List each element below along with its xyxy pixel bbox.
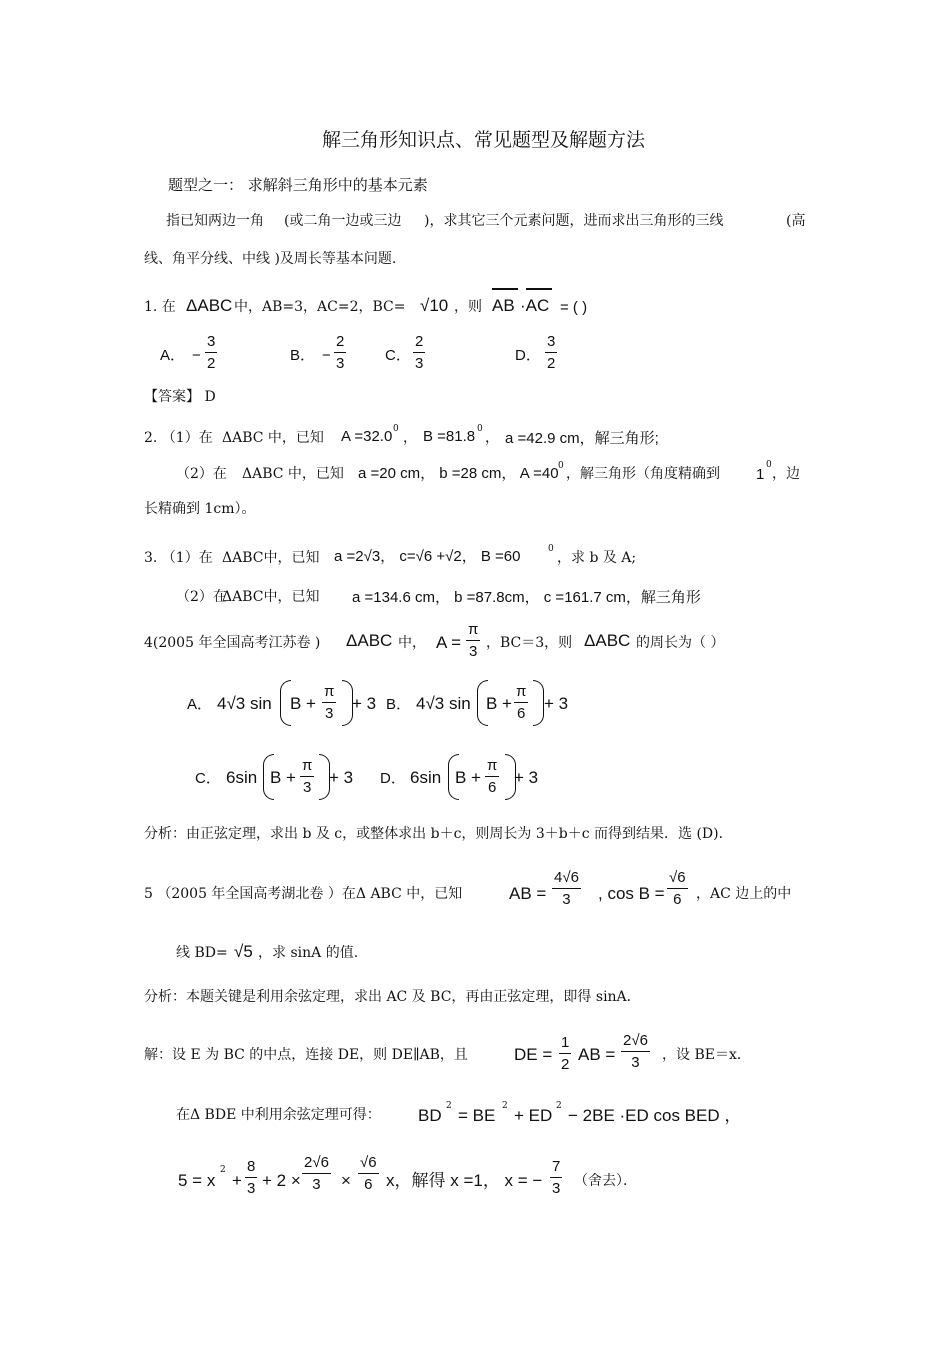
q2-deg-3: 0 <box>558 461 564 471</box>
q5-solution-frac: 2√6 3 <box>623 1032 648 1071</box>
q5-cosb-eq: , cos B = <box>598 884 665 903</box>
q4-triangle-1: ΔABC <box>346 631 393 650</box>
q1-answer: 【答案】 D <box>144 389 216 405</box>
q4-option-a-tail: + 3 <box>352 694 377 713</box>
q2-line2-f: ，边 <box>772 466 800 482</box>
q4-stem-a: 4(2005 年全国高考江苏卷 ) <box>144 635 321 651</box>
q5-solution-ab: AB = <box>578 1045 616 1064</box>
q1-option-b-label: B． <box>290 347 316 364</box>
q1-option-b-minus: − <box>322 347 331 364</box>
q1-vector-ac: ·AC <box>520 296 550 315</box>
q4-option-d-frac: π 6 <box>487 757 498 796</box>
intro-text-1b: (或二角一边或三边 <box>284 213 402 229</box>
q4-option-c-label: C． <box>195 770 221 787</box>
q2-comma-1: ， <box>403 430 417 446</box>
q3-line1-a: 3. （1）在 <box>144 550 213 566</box>
intro-text-2: 线、角平分线、中线 )及周长等基本问题. <box>144 251 397 267</box>
q1-option-c-frac: 2 3 <box>415 333 424 372</box>
page-title: 解三角形知识点、常见题型及解题方法 <box>322 129 646 151</box>
q4-option-c-frac: π 3 <box>302 757 313 796</box>
q4-option-b-label: B． <box>386 696 412 713</box>
q2-deg-1: 0 <box>393 424 399 434</box>
q3-line2-c: a =134.6 cm， b =87.8cm， c =161.7 cm，解三角形 <box>352 589 701 606</box>
q5-solution-de: DE = <box>514 1045 553 1064</box>
q4-option-b-frac: π 6 <box>516 683 527 722</box>
q3-deg: 0 <box>548 544 554 554</box>
q4-option-d-label: D． <box>380 770 406 787</box>
q3-line2-a: （2）在 <box>176 589 227 605</box>
q2-line2-c: a =20 cm， b =28 cm， A =40 <box>358 465 559 482</box>
q2-angle-a: A =32.0 <box>341 428 393 445</box>
q3-line1-b: ΔABC中，已知 <box>222 550 320 566</box>
q4-option-d-coef: 6sin <box>410 768 442 787</box>
q5-cos-intro: 在Δ BDE 中利用余弦定理可得： <box>176 1107 381 1123</box>
q5-frac-7-3: 7 3 <box>552 1158 561 1197</box>
q2-side-a: a =42.9 cm，解三角形; <box>505 430 659 447</box>
q5-sq-1: 2 <box>446 1101 452 1111</box>
q5-sq-2: 2 <box>502 1101 508 1111</box>
q5-frac-6-6: √6 6 <box>360 1154 377 1193</box>
q5-cosb-frac: √6 6 <box>669 869 686 908</box>
q3-line1-c: a =2√3， c=√6 +√2， B =60 <box>334 548 521 565</box>
q4-stem-d: A = <box>436 633 462 652</box>
q2-line1-b: ΔABC 中，已知 <box>222 430 324 446</box>
q2-deg-2: 0 <box>477 424 483 434</box>
q4-option-a-b: B + <box>290 694 316 713</box>
intro-text-1c: )，求其它三个元素问题，进而求出三角形的三线 <box>424 213 724 229</box>
q4-option-d-b: B + <box>455 768 481 787</box>
q1-option-d-label: D． <box>515 347 541 364</box>
q1-stem-h: = ( ) <box>560 299 588 316</box>
q5-frac-8-3: 8 3 <box>247 1158 256 1197</box>
q5-eq-f: （舍去）． <box>574 1173 637 1189</box>
q2-deg-4: 0 <box>766 460 772 470</box>
q1-stem-a: 1. 在 <box>144 299 176 315</box>
q4-option-a-coef: 4√3 sin <box>217 694 272 713</box>
q4-option-c-b: B + <box>270 768 296 787</box>
q1-triangle: ΔABC <box>186 296 233 315</box>
q5-eq-e: x，解得 x =1， x = − <box>386 1171 543 1190</box>
q5-solution-e: ，设 BE＝x． <box>662 1047 751 1063</box>
q5-stem-a: 5 （2005 年全国高考湖北卷 ）在Δ ABC 中，已知 <box>144 886 463 902</box>
q1-stem-e: ，则 <box>454 299 482 315</box>
q5-solution-a: 解：设 E 为 BC 的中点，连接 DE，则 DE∥AB，且 <box>144 1047 468 1063</box>
q1-option-a-minus: − <box>192 347 201 364</box>
q4-stem-g: 的周长为（ ） <box>636 635 725 651</box>
q4-option-a-label: A． <box>187 696 213 713</box>
q3-line1-d: ，求 b 及 A; <box>557 550 637 566</box>
q1-sqrt10: √10 <box>420 296 449 315</box>
q2-comma-2: ， <box>485 430 499 446</box>
q5-cos-ed: + ED <box>514 1106 553 1125</box>
q5-ab-frac: 4√6 3 <box>554 869 579 908</box>
q4-pi-over-3: π 3 <box>468 621 479 660</box>
q5-cos-be: = BE <box>458 1106 496 1125</box>
q2-line2-a: （2）在 <box>176 466 227 482</box>
q5-sq-4: 2 <box>220 1165 226 1175</box>
q4-stem-c: 中， <box>398 635 426 651</box>
q1-option-c-label: C． <box>385 347 411 364</box>
intro-text-1d: (高 <box>786 213 806 229</box>
q5-eq-a: 5 = x <box>178 1171 216 1190</box>
q2-line3: 长精确到 1cm）。 <box>144 501 256 517</box>
right-paren <box>533 680 544 726</box>
q4-option-c-coef: 6sin <box>226 768 258 787</box>
q1-option-d-frac: 3 2 <box>547 333 556 372</box>
q2-angle-b: B =81.8 <box>423 428 476 445</box>
q1-vector-ab: AB <box>492 296 515 315</box>
vector-arrow-ab <box>492 288 518 290</box>
vector-arrow-ac <box>526 288 552 290</box>
q5-half-frac: 1 2 <box>561 1034 570 1073</box>
q5-sq-3: 2 <box>556 1101 562 1111</box>
q5-eq-c: + 2 × <box>262 1171 301 1190</box>
q1-stem-c: 中，AB=3，AC=2，BC= <box>234 299 406 315</box>
intro-text-1a: 指已知两边一角 <box>166 213 264 229</box>
q2-line2-d: ，解三角形（角度精确到 <box>566 466 720 482</box>
q1-option-a-frac: 3 2 <box>207 333 216 372</box>
q4-analysis: 分析：由正弦定理，求出 b 及 c，或整体求出 b＋c，则周长为 3＋b＋c 而得到结果．选 (D)． <box>144 826 733 842</box>
q4-stem-e: ，BC＝3，则 <box>486 635 573 651</box>
q5-frac-26-3: 2√6 3 <box>304 1154 329 1193</box>
q5-line2-a: 线 BD= <box>176 945 228 961</box>
q4-option-b-coef: 4√3 sin <box>416 694 471 713</box>
q5-analysis: 分析：本题关键是利用余弦定理，求出 AC 及 BC，再由正弦定理，即得 sinA． <box>144 989 641 1005</box>
q4-option-d-tail: + 3 <box>514 768 539 787</box>
q4-option-a-frac: π 3 <box>324 683 335 722</box>
q1-option-a-label: A． <box>160 347 186 364</box>
q2-line2-b: ΔABC 中，已知 <box>242 466 344 482</box>
q3-line2-b: ΔABC中，已知 <box>222 589 320 605</box>
q2-line1-a: 2. （1）在 <box>144 430 213 446</box>
q5-cos-tail: − 2BE ·ED cos BED ， <box>568 1106 742 1125</box>
q4-option-b-tail: + 3 <box>544 694 569 713</box>
q5-stem-b: ，AC 边上的中 <box>696 886 792 902</box>
q5-eq-plus: + <box>232 1171 242 1190</box>
q2-line2-e: 1 <box>756 466 765 483</box>
q1-option-b-frac: 2 3 <box>336 333 345 372</box>
q5-cos-bd: BD <box>418 1106 442 1125</box>
section-heading: 题型之一： 求解斜三角形中的基本元素 <box>168 176 428 194</box>
q4-triangle-2: ΔABC <box>584 631 631 650</box>
q5-line2-c: ，求 sinA 的值. <box>258 945 359 961</box>
q5-sqrt5: √5 <box>234 942 253 961</box>
q4-option-c-tail: + 3 <box>329 768 354 787</box>
q5-ab-eq: AB = <box>509 884 547 903</box>
q4-option-b-b: B + <box>486 694 512 713</box>
q5-eq-times: × <box>341 1171 351 1190</box>
